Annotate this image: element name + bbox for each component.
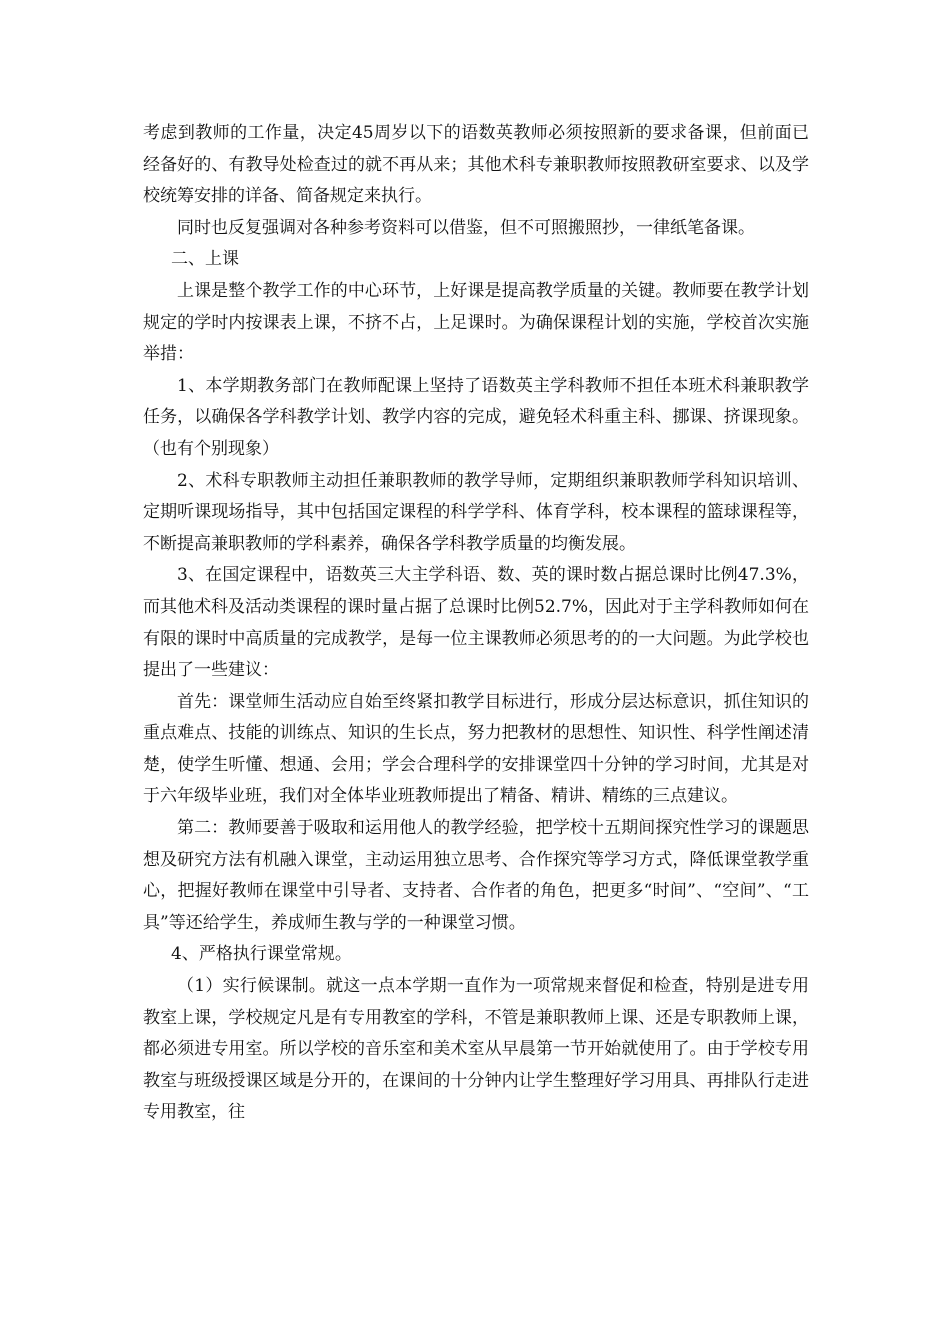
paragraph-item-1: 1、本学期教务部门在教师配课上坚持了语数英主学科教师不担任本班术科兼职教学任务，以确保各学科教学计划、教学内容的完成，避免轻术科重主科、挪课、挤课现象。（也有个别现象） (143, 375, 809, 459)
paragraph-reference-materials: 同时也反复强调对各种参考资料可以借鉴，但不可照搬照抄，一律纸笔备课。 (177, 217, 755, 238)
paragraph-classes-intro: 上课是整个教学工作的中心环节，上好课是提高教学质量的关键。教师要在教学计划规定的学时内按课表上课，不挤不占，上足课时。为确保课程计划的实施，学校首次实施举措： (143, 280, 809, 365)
section-heading-classes: 二、上课 (171, 249, 239, 270)
paragraph-second-suggestion: 第二：教师要善于吸取和运用他人的教学经验，把学校十五期间探究性学习的课题思想及研究方法有机融入课堂，主动运用独立思考、合作探究等学习方式，降低课堂教学重心，把握好教师在课堂中引导者、支持者、合作者的角色，把更多“时间”、“空间”、“工具”等还给学生，养成师生教与学的一种课堂习惯。 (143, 818, 809, 933)
paragraph-lesson-prep-continued: 考虑到教师的工作量，决定45周岁以下的语数英教师必须按照新的要求备课，但前面已经备好的、有教导处检查过的就不再从来；其他术科专兼职教师按照教研室要求、以及学校统筹安排的详备、简备规定来执行。 (143, 123, 809, 207)
paragraph-item-2: 2、术科专职教师主动担任兼职教师的教学导师，定期组织兼职教师学科知识培训、定期听课现场指导，其中包括国定课程的科学学科、体育学科，校本课程的篮球课程等，不断提高兼职教师的学科素养，确保各学科教学质量的均衡发展。 (143, 470, 809, 554)
document-page (143, 118, 809, 1129)
paragraph-item-3: 3、在国定课程中，语数英三大主学科语、数、英的课时数占据总课时比例47.3%，而其他术科及活动类课程的课时量占据了总课时比例52.7%，因此对于主学科教师如何在有限的课时中高质量的完成教学，是每一位主课教师必须思考的的一大问题。为此学校也提出了一些建议： (143, 565, 810, 681)
paragraph-subitem-1: （1）实行候课制。就这一点本学期一直作为一项常规来督促和检查，特别是进专用教室上课，学校规定凡是有专用教室的学科，不管是兼职教师上课、还是专职教师上课，都必须进专用室。所以学校的音乐室和美术室从早晨第一节开始就使用了。由于学校专用教室与班级授课区域是分开的，在课间的十分钟内让学生整理好学习用具、再排队行走进专用教室，往 (143, 976, 809, 1123)
paragraph-first-suggestion: 首先：课堂师生活动应自始至终紧扣教学目标进行，形成分层达标意识，抓住知识的重点难点、技能的训练点、知识的生长点，努力把教材的思想性、知识性、科学性阐述清楚，使学生听懂、想通、会用；学会合理科学的安排课堂四十分钟的学习时间，尤其是对于六年级毕业班，我们对全体毕业班教师提出了精备、精讲、精练的三点建议。 (143, 691, 809, 807)
paragraph-item-4: 4、严格执行课堂常规。 (171, 944, 352, 965)
